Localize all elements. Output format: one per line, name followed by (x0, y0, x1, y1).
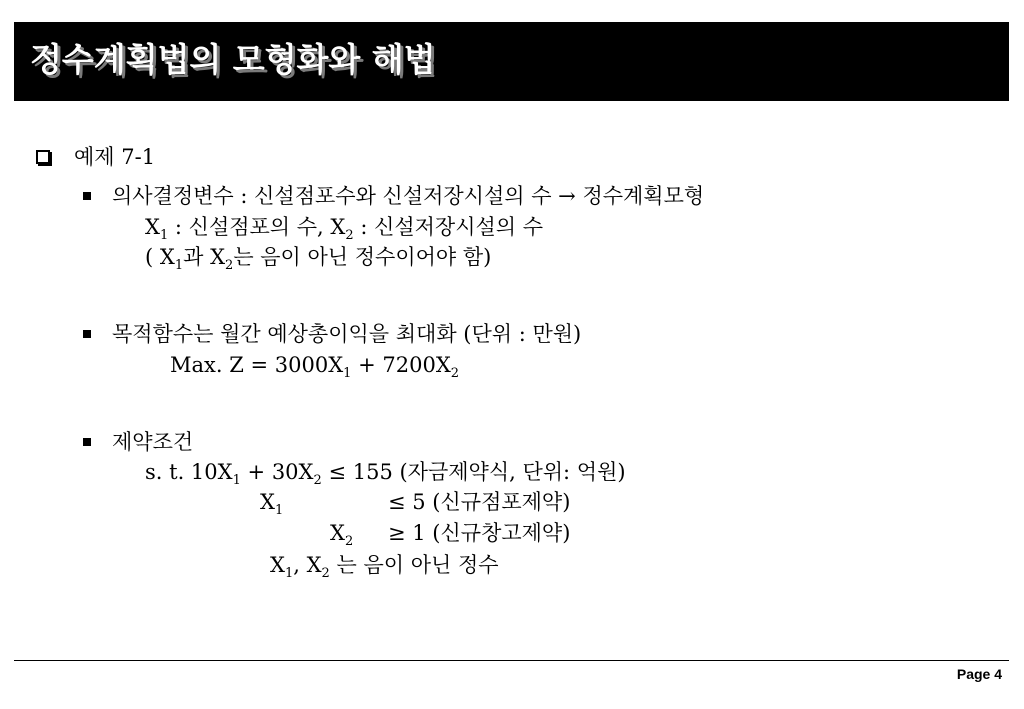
footer-divider (14, 660, 1009, 661)
section-heading: 예제 7-1 (74, 145, 156, 169)
constraint-warehouse-bound: ≥ 1 (신규창고제약) (388, 521, 571, 545)
decision-variables-label: 의사결정변수 : 신설점포수와 신설저장시설의 수 → 정수계획모형 (112, 184, 705, 208)
square-bullet-icon (83, 438, 91, 446)
objective-function-label: 목적함수는 월간 예상총이익을 최대화 (단위 : 만원) (112, 322, 582, 346)
constraint-nonnegative-integer: $X_1$, $X_2$ 는 음이 아닌 정수 (270, 553, 499, 581)
constraint-store-bound: ≤ 5 (신규점포제약) (388, 490, 571, 514)
constraint-warehouse-var: $X_2$ (330, 521, 354, 549)
constraints-label: 제약조건 (112, 430, 194, 454)
decision-variables-definition: $X_1$ : 신설점포의 수, $X_2$ : 신설저장시설의 수 (145, 215, 544, 243)
checkbox-bullet-icon (36, 150, 50, 164)
square-bullet-icon (83, 330, 91, 338)
square-bullet-icon (83, 192, 91, 200)
integer-condition-note: ( $X_1$과 $X_2$는 음이 아닌 정수이어야 함) (145, 245, 492, 273)
page-title: 정수계획법의 모형화와 해법 (30, 40, 436, 79)
constraint-budget: s. t. $10X_1 + 30X_2 \le 155$ (자금제약식, 단위: 억원) (145, 460, 626, 488)
constraint-store-var: $X_1$ (260, 490, 284, 518)
title-bar (14, 22, 1009, 101)
objective-formula: Max. $Z = 3000X_1 + 7200X_2$ (170, 353, 460, 381)
page-number: Page 4 (956, 666, 1002, 682)
